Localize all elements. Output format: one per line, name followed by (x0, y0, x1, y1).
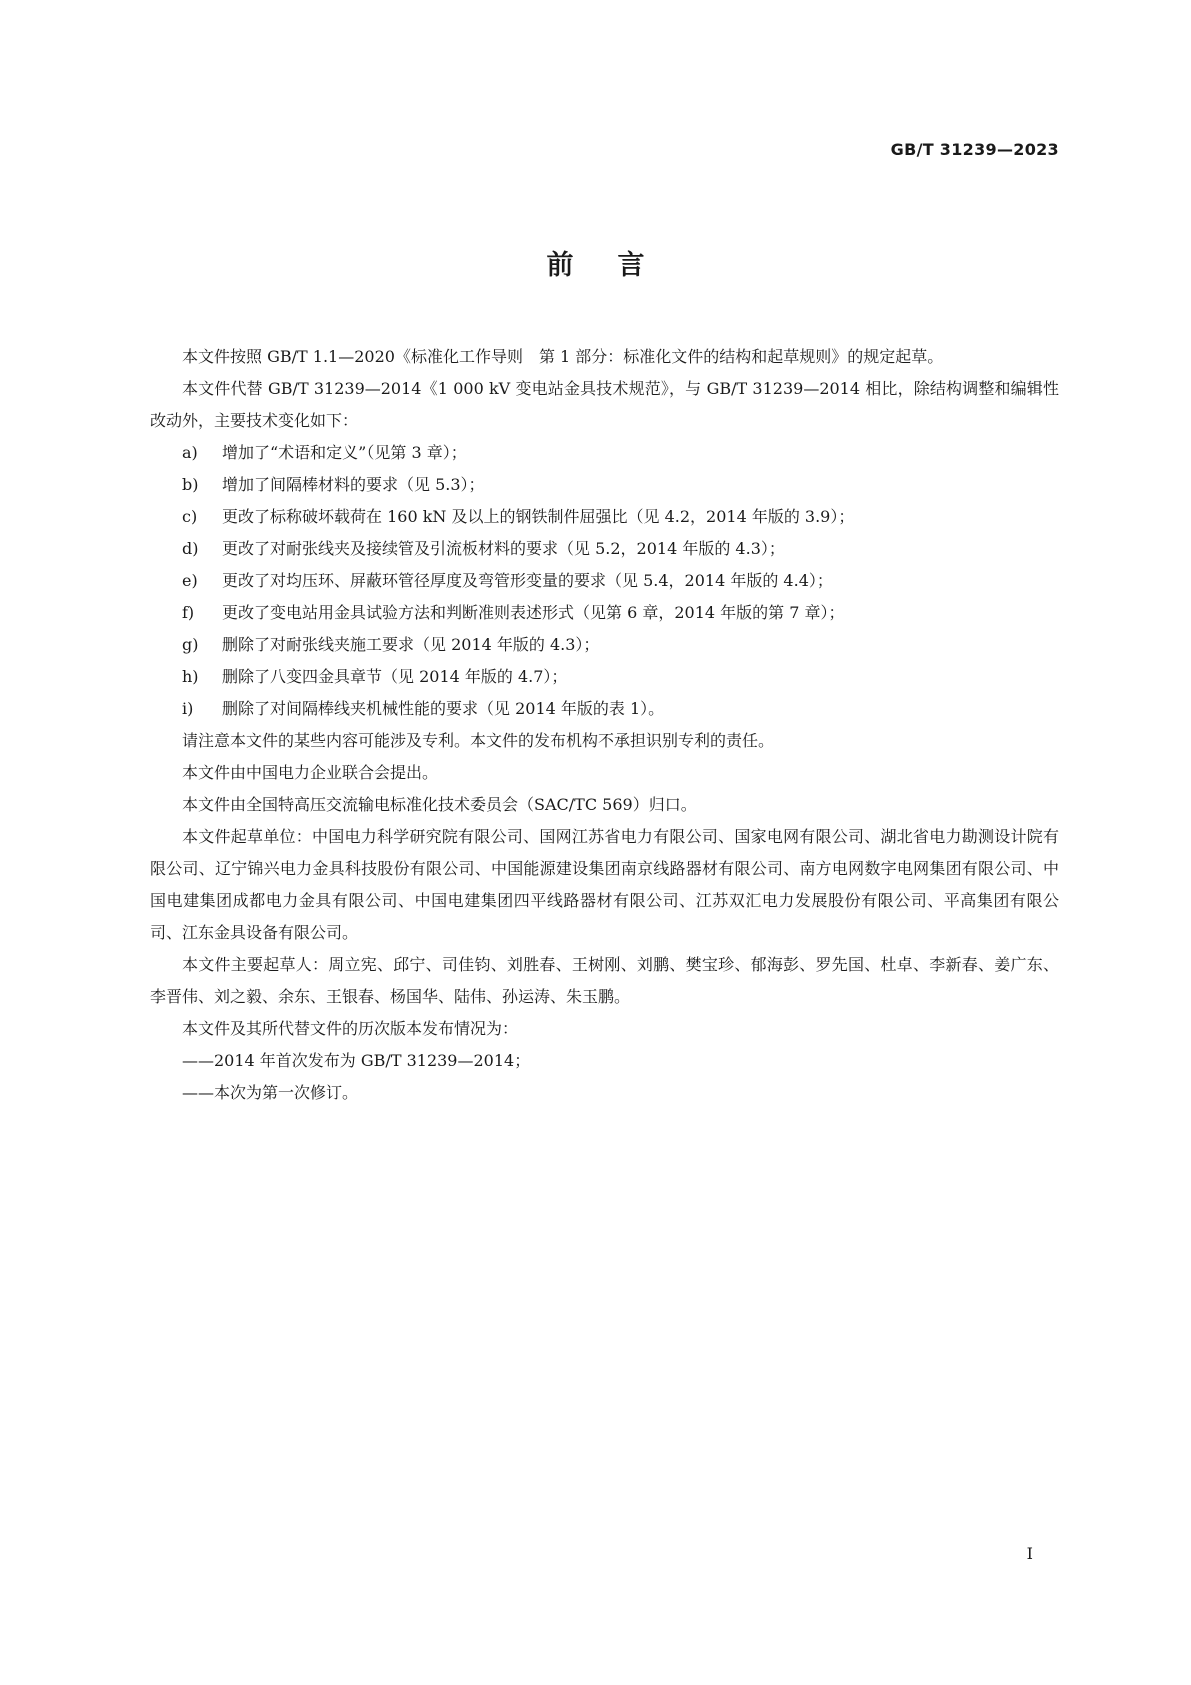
history-item: ——本次为第一次修订。 (182, 1083, 359, 1102)
paragraph-drafting-units: 本文件起草单位：中国电力科学研究院有限公司、国网江苏省电力有限公司、国家电网有限公司、湖北省电力勘测设计院有限公司、辽宁锦兴电力金具科技股份有限公司、中国能源建设集团南京线路器材有限公司、南方电网数字电网集团有限公司、中国电建集团成都电力金具有限公司、中国电建集团四平线路器材有限公司、江苏双汇电力发展股份有限公司、平高集团有限公司、江东金具设备有限公司。 (150, 827, 1059, 942)
paragraph-drafters: 本文件主要起草人：周立宪、邱宁、司佳钧、刘胜春、王树刚、刘鹏、樊宝珍、郁海彭、罗先国、杜卓、李新春、姜广东、李晋伟、刘之毅、余东、王银春、杨国华、陆伟、孙运涛、朱玉鹏。 (150, 955, 1059, 1006)
list-label: b) (182, 475, 199, 494)
list-label: i) (182, 699, 194, 718)
list-item (150, 693, 1059, 725)
list-label: f) (182, 603, 195, 622)
list-label: h) (182, 667, 199, 686)
paragraph-history-intro: 本文件及其所代替文件的历次版本发布情况为： (182, 1019, 519, 1038)
list-item (150, 501, 1059, 533)
list-item (150, 565, 1059, 597)
list-text: 更改了标称破坏载荷在 160 kN 及以上的钢铁制件屈强比（见 4.2，2014 年版的 3.9）； (222, 507, 855, 526)
page-title: 前言 (546, 250, 689, 281)
changes-list (150, 437, 1059, 725)
paragraph-patent: 请注意本文件的某些内容可能涉及专利。本文件的发布机构不承担识别专利的责任。 (182, 731, 775, 750)
paragraph-replacement: 本文件代替 GB/T 31239—2014《1 000 kV 变电站金具技术规范》，与 GB/T 31239—2014 相比，除结构调整和编辑性改动外，主要技术变化如下： (150, 379, 1059, 430)
list-label: a) (182, 443, 198, 462)
list-text: 更改了对耐张线夹及接续管及引流板材料的要求（见 5.2，2014 年版的 4.3）； (222, 539, 785, 558)
list-text: 删除了八变四金具章节（见 2014 年版的 4.7）； (222, 667, 568, 686)
list-item (150, 437, 1059, 469)
list-label: d) (182, 539, 199, 558)
list-text: 增加了间隔棒材料的要求（见 5.3）； (222, 475, 485, 494)
list-text: 增加了“术语和定义”（见第 3 章）； (222, 443, 467, 462)
list-item (150, 533, 1059, 565)
history-item: ——2014 年首次发布为 GB/T 31239—2014； (182, 1051, 531, 1070)
paragraph-proposed-by: 本文件由中国电力企业联合会提出。 (182, 763, 439, 782)
list-label: g) (182, 635, 199, 654)
list-item (150, 629, 1059, 661)
list-text: 删除了对间隔棒线夹机械性能的要求（见 2014 年版的表 1）。 (222, 699, 665, 718)
list-label: c) (182, 507, 198, 526)
list-text: 更改了变电站用金具试验方法和判断准则表述形式（见第 6 章，2014 年版的第 7 章）； (222, 603, 845, 622)
list-text: 删除了对耐张线夹施工要求（见 2014 年版的 4.3）； (222, 635, 600, 654)
list-item (150, 661, 1059, 693)
list-label: e) (182, 571, 198, 590)
page-number: I (1026, 1544, 1033, 1563)
history-list (150, 1045, 1059, 1109)
list-text: 更改了对均压环、屏蔽环管径厚度及弯管形变量的要求（见 5.4，2014 年版的 4.4）； (222, 571, 833, 590)
document-body (150, 341, 1059, 1109)
paragraph-drafting-rules: 本文件按照 GB/T 1.1—2020《标准化工作导则 第 1 部分：标准化文件的结构和起草规则》的规定起草。 (182, 347, 944, 366)
list-item (150, 597, 1059, 629)
standard-code: GB/T 31239—2023 (890, 140, 1059, 159)
list-item (150, 469, 1059, 501)
paragraph-managed-by: 本文件由全国特高压交流输电标准化技术委员会（SAC/TC 569）归口。 (182, 795, 697, 814)
